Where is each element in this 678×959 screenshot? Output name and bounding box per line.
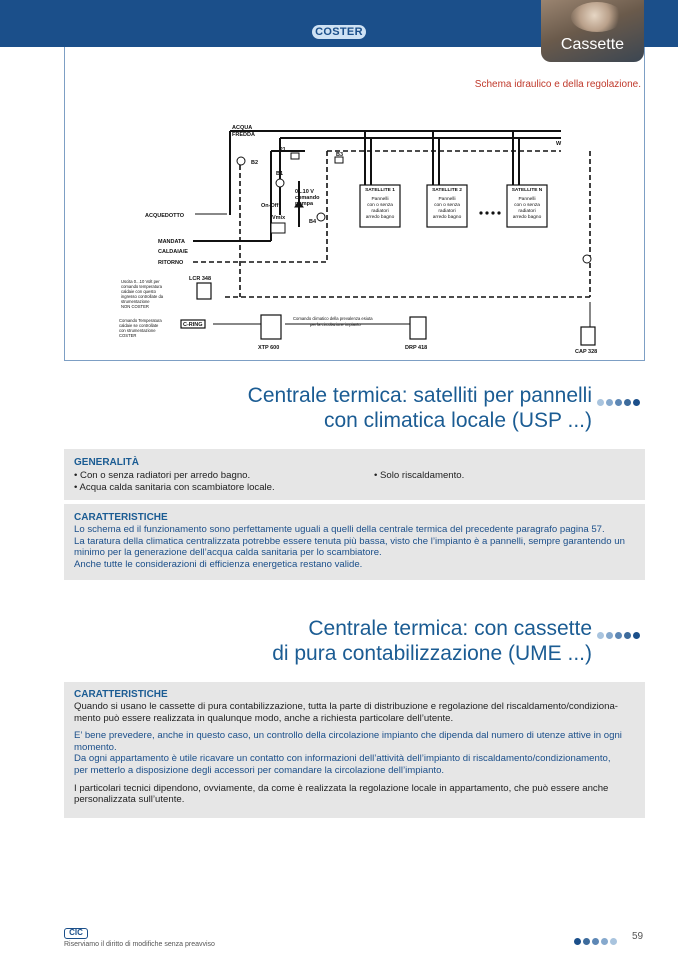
label-mandata: MANDATA — [158, 239, 185, 245]
vmix-valve — [271, 223, 285, 233]
label-caldaia: CALDAIA/E — [158, 249, 188, 255]
section-tab-label: Cassette — [560, 36, 625, 53]
cring-note-2: caldaie se controllate — [119, 323, 159, 328]
section1-title — [248, 383, 592, 433]
lcr-device — [197, 283, 211, 299]
ellipsis-dot — [491, 211, 494, 214]
label-cmd1: 0...10 V — [295, 189, 314, 195]
satellite-n-line: arredo bagno — [512, 215, 542, 220]
satellite-n-line: con o senza — [514, 203, 540, 208]
lcr-note-2: comando temperatura — [121, 284, 162, 289]
label-drp: DRP 418 — [405, 345, 428, 351]
generalita-heading: GENERALITÀ — [74, 457, 139, 468]
prevalenza-note-2: per la circolazione impianto — [310, 322, 361, 327]
diagram-frame — [64, 47, 645, 361]
dot — [597, 399, 604, 406]
satellite-2-line: radiatori — [438, 209, 456, 214]
section-tab-photo — [571, 2, 623, 32]
hydraulic-diagram — [65, 47, 646, 361]
satellite-n-name: SATELLITE N — [511, 188, 543, 193]
dot — [583, 938, 590, 945]
dot — [633, 632, 640, 639]
satellite-1-line: radiatori — [371, 209, 389, 214]
caratteristiche-heading: CARATTERISTICHE — [74, 689, 168, 700]
label-b2: B2 — [251, 160, 259, 166]
lcr-note-5: strumentazione — [121, 299, 150, 304]
prevalenza-note-1: Comando climatico della prevalenza esiuta — [293, 316, 373, 321]
footer-note: Riserviamo il diritto di modifiche senza preavviso — [64, 941, 215, 948]
satellite-n-line: radiatori — [518, 209, 536, 214]
satellite-2-line: arredo bagno — [432, 215, 462, 220]
label-onoff: On-Off — [261, 203, 279, 209]
dot — [601, 938, 608, 945]
label-cmd2: comando — [295, 195, 320, 201]
dot — [615, 399, 622, 406]
caratteristiche-line: Da ogni appartamento è utile ricavare un contatto con informazioni dell’attività dell’impianto di riscaldamento/condizionamento, — [74, 753, 611, 765]
caratteristiche-line: Quando si usano le cassette di pura contabilizzazione, tutta la parte di distribuzione e regolazione del riscaldamento/condiziona- — [74, 701, 618, 712]
satellite-n-line: Pannelli — [518, 197, 536, 202]
ellipsis-dot — [485, 211, 488, 214]
generalita-panel — [64, 449, 645, 500]
lcr-note-1: Uscita 0...10 Volt per — [121, 279, 160, 284]
section2-title-line1: Centrale termica: con cassette — [308, 617, 592, 640]
sensor-cap — [583, 255, 591, 263]
dot — [624, 399, 631, 406]
section2-dots — [597, 626, 642, 644]
satellite-2-line: Pannelli — [438, 197, 456, 202]
label-cmd3: pompa — [295, 201, 314, 207]
page-number: 59 — [632, 931, 644, 942]
footer-logo: CIC — [64, 928, 88, 939]
satellite-1-line: arredo bagno — [365, 215, 395, 220]
dot — [624, 632, 631, 639]
dot — [606, 632, 613, 639]
section1-title-line2: con climatica locale (USP ...) — [323, 409, 592, 432]
caratteristiche-line: per metterlo a disposizione degli accessori per comandare la circolazione dell’impianto. — [74, 764, 445, 776]
label-acquedotto: ACQUEDOTTO — [145, 213, 185, 219]
cring-note-1: Comando Temperatura — [119, 318, 162, 323]
ellipsis-dot — [497, 211, 500, 214]
satellite-2-name: SATELLITE 2 — [432, 188, 462, 193]
dot — [574, 938, 581, 945]
section1-dots — [597, 393, 642, 411]
label-cap: CAP 328 — [575, 349, 598, 355]
caratteristiche-line: La taratura della climatica centralizzata potrebbe essere tenuta più bassa, visto che l’impianto è a pannelli, sempre garantendo un — [74, 535, 625, 547]
section1-title-line1: Centrale termica: satelliti per pannelli — [247, 384, 592, 407]
satellite-1-line: con o senza — [367, 203, 393, 208]
brand-badge: COSTER — [312, 25, 366, 39]
lcr-note-4: ingresso controllate da — [121, 294, 164, 299]
dot — [633, 399, 640, 406]
label-b1: B1 — [276, 171, 284, 177]
caratteristiche-line: Lo schema ed il funzionamento sono perfettamente uguali a quelli della centrale termica del precedente paragrafo pagina 57. — [74, 524, 605, 535]
sensor-b1 — [276, 179, 284, 187]
generalita-item: • Solo riscaldamento. — [374, 470, 465, 481]
label-b3: B3 — [336, 152, 344, 158]
section2-title-line2: di pura contabilizzazione (UME ...) — [272, 642, 592, 665]
caratteristiche-panel-1 — [64, 504, 645, 580]
ellipsis-dot — [479, 211, 482, 214]
label-p1: P1 — [279, 147, 286, 153]
satellite-2-line: con o senza — [434, 203, 460, 208]
caratteristiche-line: E’ bene prevedere, anche in questo caso, un controllo della circolazione impianto che dipenda dal numero di utenze attive in ogni — [74, 730, 622, 742]
caratteristiche-line: momento. — [74, 741, 117, 753]
sensor-b4 — [317, 213, 325, 221]
generalita-item: • Acqua calda sanitaria con scambiatore locale. — [74, 482, 275, 493]
dot — [606, 399, 613, 406]
label-xtp: XTP 600 — [258, 345, 280, 351]
valve-p1 — [291, 153, 299, 159]
lcr-note-3: caldaie con questo — [121, 289, 156, 294]
label-ritorno: RITORNO — [158, 260, 184, 266]
caratteristiche-line: minimo per la generazione dell’acqua calda sanitaria per lo scambiatore. — [74, 547, 382, 559]
label-vmix: Vmix — [272, 215, 286, 221]
caratteristiche-line: personalizzata sull’utente. — [74, 794, 185, 806]
xtp-device — [261, 315, 281, 339]
dot — [597, 632, 604, 639]
caratteristiche-line: mento può essere realizzata in qualunque modo, anche a richiesta particolare dell’utente. — [74, 712, 454, 724]
satellite-1-name: SATELLITE 1 — [365, 188, 395, 193]
caratteristiche-line: I particolari tecnici dipendono, ovviamente, da come è realizzata la regolazione locale in appartamento, che può essere anche — [74, 782, 609, 794]
caratteristiche-line: Anche tutte le considerazioni di efficienza energetica restano valide. — [74, 558, 363, 570]
label-lcr: LCR 348 — [189, 276, 212, 282]
cring-note-4: COSTER — [119, 333, 137, 338]
label-b4: B4 — [309, 219, 317, 225]
label-fredda: FREDDA — [232, 132, 255, 138]
caratteristiche-heading: CARATTERISTICHE — [74, 512, 168, 523]
generalita-item: • Con o senza radiatori per arredo bagno. — [74, 470, 251, 481]
sensor-b2 — [237, 157, 245, 165]
dot — [592, 938, 599, 945]
lcr-note-6: NON COSTER — [121, 304, 149, 309]
label-cring: C-RING — [183, 322, 203, 328]
diagram-caption: Schema idraulico e della regolazione. — [474, 79, 641, 90]
cring-note-3: con strumentazione — [119, 328, 156, 333]
cap-device — [581, 327, 595, 345]
label-acqua: ACQUA — [232, 125, 253, 131]
satellite-1-line: Pannelli — [371, 197, 389, 202]
drp-device — [410, 317, 426, 339]
dot — [615, 632, 622, 639]
label-w: W — [556, 141, 562, 147]
dot — [610, 938, 617, 945]
caratteristiche-panel-2 — [64, 682, 645, 818]
section2-title — [272, 616, 592, 666]
footer-dots — [574, 932, 619, 950]
